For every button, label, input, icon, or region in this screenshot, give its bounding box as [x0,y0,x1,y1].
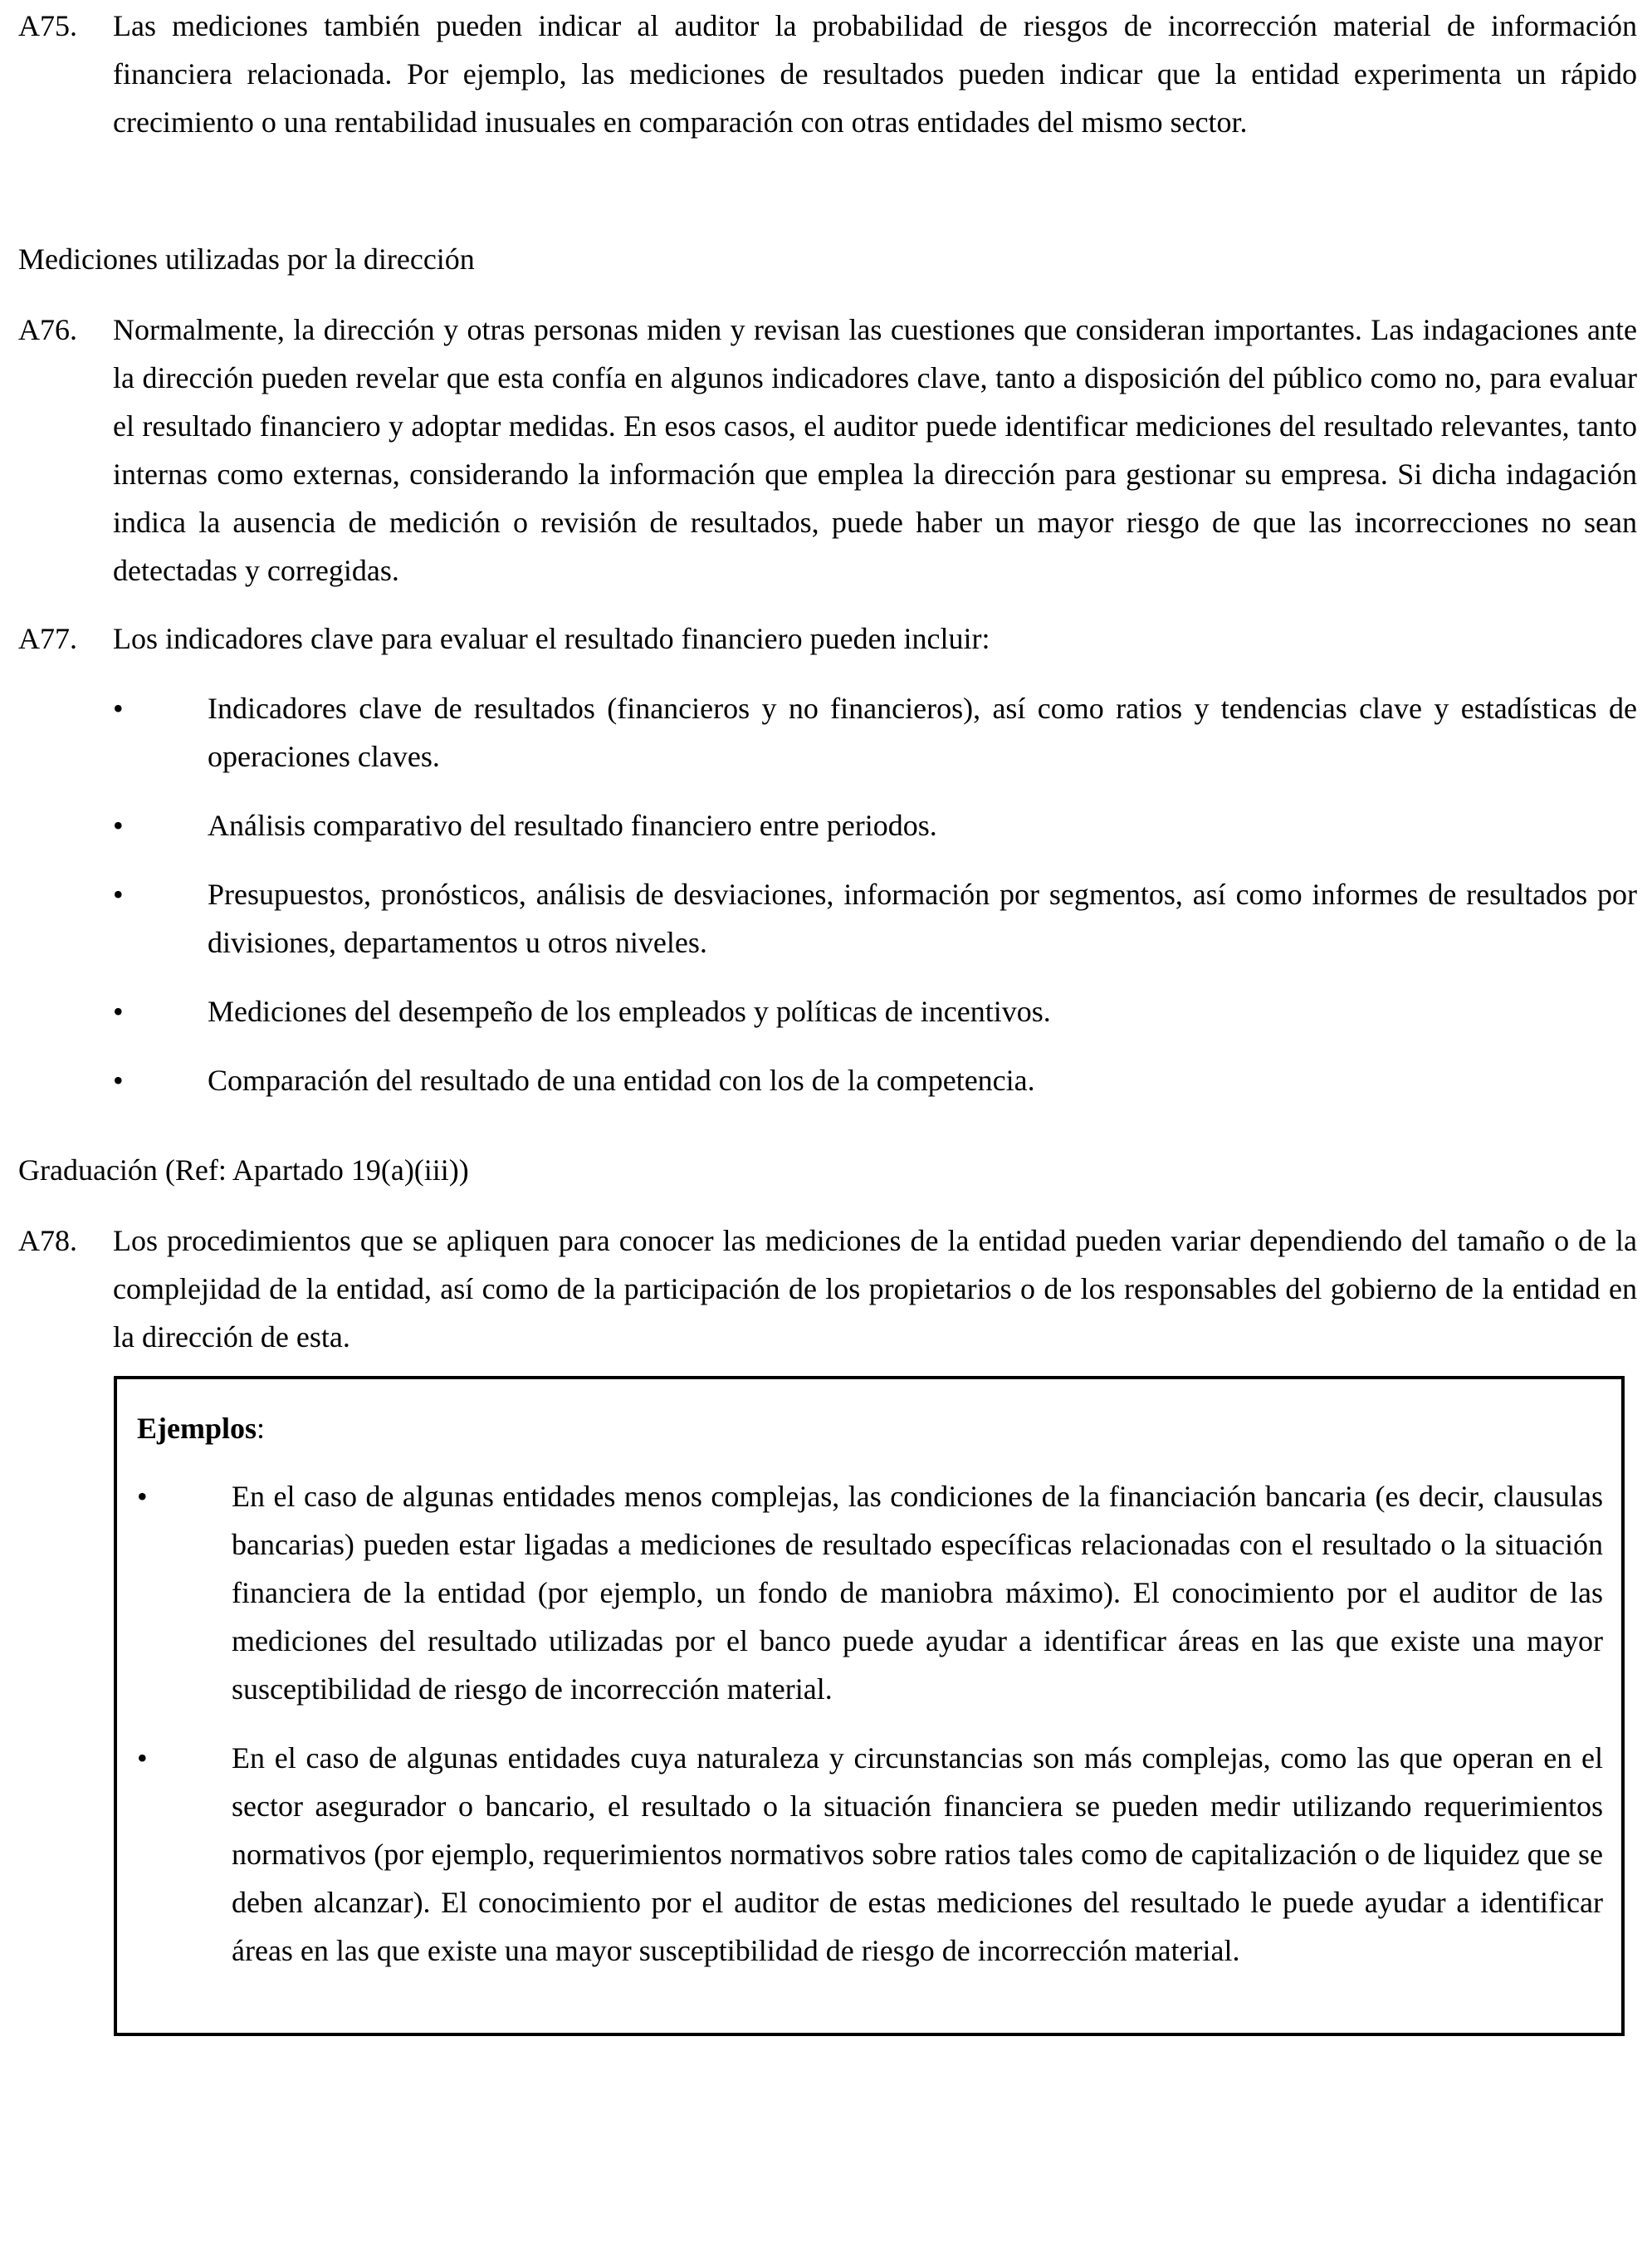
bullet-icon: • [113,995,124,1028]
key-indicators-list [113,684,1637,1104]
paragraph-a76 [18,306,1637,595]
list-item-text: Presupuestos, pronósticos, análisis de desviaciones, información por segmentos, así como informes de resultados por divisiones, departamentos u otros niveles. [208,878,1637,959]
paragraph-number: A78. [18,1224,77,1257]
list-item [113,870,1637,967]
paragraph-a75 [18,2,1637,146]
section-heading-mediciones: Mediciones utilizadas por la dirección [18,242,475,276]
examples-title-label: Ejemplos [137,1412,257,1445]
list-item-text: En el caso de algunas entidades menos complejas, las condiciones de la financiación bancaria (es decir, clausulas bancarias) pueden estar ligadas a mediciones de resultado específicas relacionadas con el resultado o la situación financiera de la entidad (por ejemplo, un fondo de maniobra máximo). El conocimiento por el auditor de las mediciones del resultado utilizadas por el banco puede ayudar a identificar áreas en las que existe una mayor susceptibilidad de riesgo de incorrección material. [232,1480,1603,1706]
paragraph-number: A77. [18,622,77,655]
bullet-icon: • [137,1741,148,1775]
bullet-icon: • [113,1064,124,1097]
paragraph-a77 [18,614,1637,663]
list-item [113,684,1637,781]
list-item [137,1734,1603,1975]
paragraph-text: Los procedimientos que se apliquen para conocer las mediciones de la entidad pueden variar dependiendo del tamaño o de la complejidad de la entidad, así como de la participación de los propietarios o de los responsables del gobierno de la entidad en la dirección de esta. [113,1224,1637,1354]
list-item [113,987,1637,1035]
paragraph-text: Las mediciones también pueden indicar al auditor la probabilidad de riesgos de incorrección material de información financiera relacionada. Por ejemplo, las mediciones de resultados pueden indicar que la entidad experimenta un rápido crecimiento o una rentabilidad inusuales en comparación con otras entidades del mismo sector. [113,9,1637,139]
list-item-text: Indicadores clave de resultados (financieros y no financieros), así como ratios y tendencias clave y estadísticas de operaciones claves. [208,692,1637,773]
paragraph-text: Los indicadores clave para evaluar el resultado financiero pueden incluir: [113,622,990,655]
bullet-icon: • [113,809,124,842]
paragraph-a78 [18,1217,1637,1361]
list-item [113,1056,1637,1104]
list-item [113,801,1637,849]
bullet-icon: • [137,1480,148,1513]
paragraph-number: A75. [18,9,77,42]
list-item-text: Comparación del resultado de una entidad con los de la competencia. [208,1064,1035,1097]
list-item-text: Mediciones del desempeño de los empleados y políticas de incentivos. [208,995,1051,1028]
examples-title-colon: : [257,1412,266,1445]
section-heading-graduacion: Graduación (Ref: Apartado 19(a)(iii)) [18,1153,469,1187]
bullet-icon: • [113,692,124,725]
examples-list [137,1472,1603,1975]
list-item [137,1472,1603,1713]
examples-box [114,1376,1625,2036]
examples-title [137,1404,265,1452]
bullet-icon: • [113,878,124,911]
paragraph-number: A76. [18,313,77,346]
list-item-text: Análisis comparativo del resultado financiero entre periodos. [208,809,937,842]
list-item-text: En el caso de algunas entidades cuya naturaleza y circunstancias son más complejas, como las que operan en el sector asegurador o bancario, el resultado o la situación financiera se pueden medir utilizando requerimientos normativos (por ejemplo, requerimientos normativos sobre ratios tales como de capitalización o de liquidez que se deben alcanzar). El conocimiento por el auditor de estas mediciones del resultado le puede ayudar a identificar áreas en las que existe una mayor susceptibilidad de riesgo de incorrección material. [232,1741,1603,1967]
paragraph-text: Normalmente, la dirección y otras personas miden y revisan las cuestiones que consideran importantes. Las indagaciones ante la dirección pueden revelar que esta confía en algunos indicadores clave, tanto a disposición del público como no, para evaluar el resultado financiero y adoptar medidas. En esos casos, el auditor puede identificar mediciones del resultado relevantes, tanto internas como externas, considerando la información que emplea la dirección para gestionar su empresa. Si dicha indagación indica la ausencia de medición o revisión de resultados, puede haber un mayor riesgo de que las incorrecciones no sean detectadas y corregidas. [113,313,1637,587]
